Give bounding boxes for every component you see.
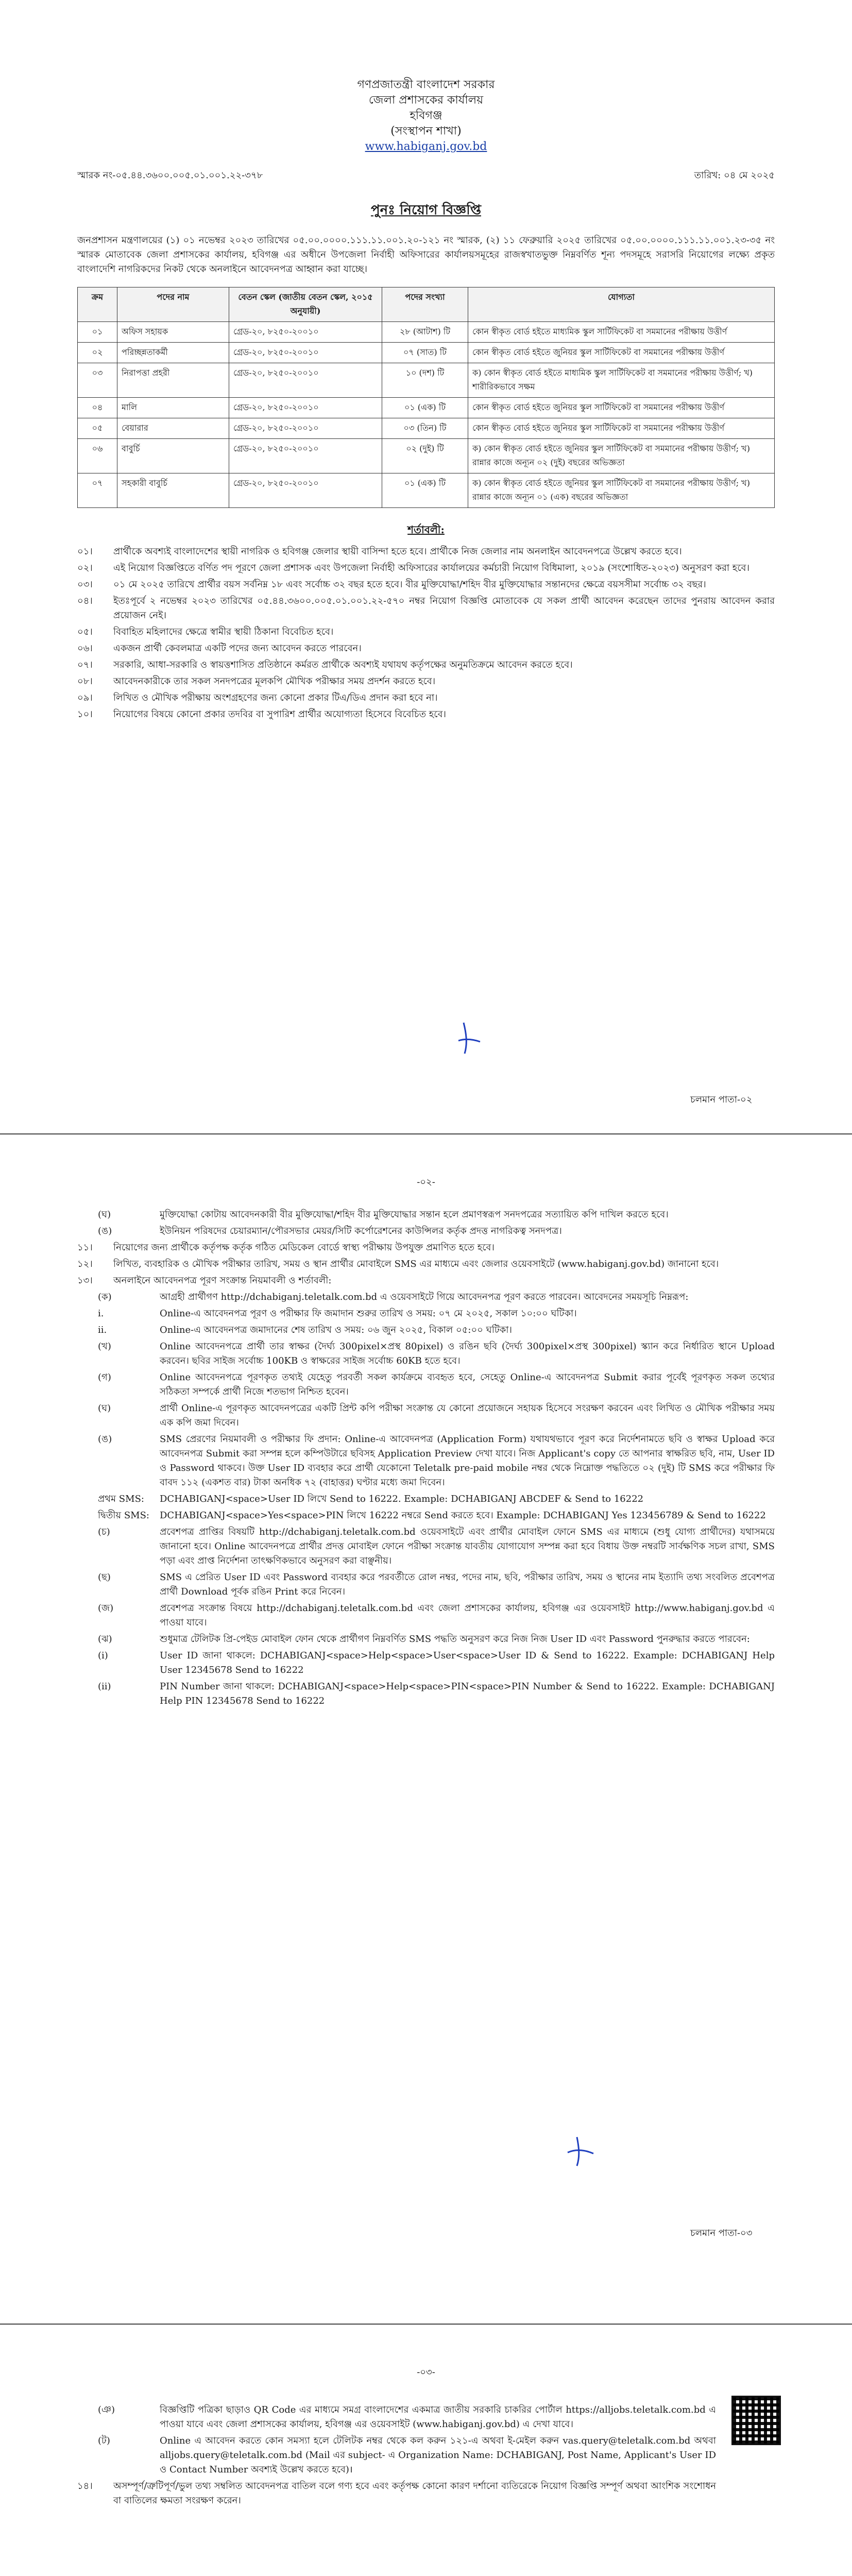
page-3 [0,2344,852,2576]
instruction-item-number: দ্বিতীয় SMS: [98,1510,149,1521]
instruction-item-number: (ii) [98,1681,111,1692]
instruction-item-number: ১২। [77,1259,93,1269]
cell-qualification: কোন স্বীকৃত বোর্ড হইতে জুনিয়র স্কুল সার্টিফিকেট বা সমমানের পরীক্ষায় উত্তীর্ণ [468,343,775,363]
instruction-item-text: User ID জানা থাকলে: DCHABIGANJ<space>Help<space>User<space>User ID & Send to 16222. Example: DCHABIGANJ Help User 12345678 Send to 16222 [160,1650,775,1675]
instruction-item-number: (ক) [98,1292,112,1302]
instruction-item [77,1340,775,1368]
instruction-item-number: (ঙ) [98,1434,112,1445]
header-count: পদের সংখ্যা [382,287,468,322]
cell-serial: ০৩ [78,363,117,398]
condition-item [77,578,775,592]
cell-post: পরিচ্ছন্নতাকর্মী [117,343,229,363]
condition-item-text: আবেদনকারীকে তার সকল সনদপত্রের মূলকপি মৌখিক পরীক্ষার সময় প্রদর্শন করতে হবে। [113,676,436,687]
condition-item-text: একজন প্রার্থী কেবলমাত্র একটি পদের জন্য আবেদন করতে পারবেন। [113,643,362,654]
instruction-item-number: (ছ) [98,1572,111,1583]
condition-item-text: এই নিয়োগ বিজ্ঞপ্তিতে বর্ণিত পদ পূরণে জেলা প্রশাসক এবং উপজেলা নির্বাহী অফিসারের কার্যালয়ের কর্মচারী নিয়োগ বিধিমালা, ২০১৯ (সংশোধিত-২০২৩) অনুসরণ করা হবে। [113,563,749,573]
instruction-item [77,1680,775,1708]
instruction-item-text: DCHABIGANJ<space>User ID লিখে Send to 16222. Example: DCHABIGANJ ABCDEF & Send to 16222 [160,1494,644,1504]
condition-item-number: ০৮। [77,676,93,687]
cell-post: সহকারী বাবুর্চি [117,473,229,508]
instruction-item-text: Online আবেদনপত্রে প্রার্থী তার স্বাক্ষর (দৈর্ঘ্য 300pixel×প্রস্থ 80pixel) ও রঙিন ছবি (দৈর্ঘ্য 300pixel×প্রস্থ 300pixel) স্ক্যান করে নির্ধারিত স্থানে Upload করবেন। ছবির সাইজ সর্বোচ্চ 100KB ও স্বাক্ষরের সাইজ সর্বোচ্চ 60KB হতে হবে। [160,1341,775,1366]
cell-serial: ০১ [78,322,117,343]
instruction-item-number: ১৩। [77,1275,93,1286]
instruction-item [77,1649,775,1677]
cell-qualification: কোন স্বীকৃত বোর্ড হইতে জুনিয়র স্কুল সার্টিফিকেট বা সমমানের পরীক্ষায় উত্তীর্ণ [468,398,775,418]
condition-item-number: ০৭। [77,659,93,670]
page-separator-2 [0,2324,852,2325]
condition-item-text: ০১ মে ২০২৫ তারিখে প্রার্থীর বয়স সর্বনিম্ন ১৮ এবং সর্বোচ্চ ৩২ বছর হতে হবে। বীর মুক্তিযোদ্ধা/শহিদ বীর মুক্তিযোদ্ধার সন্তানদের ক্ষেত্রে বয়সসীমা সর্বোচ্চ ৩২ বছর। [113,579,706,590]
condition-item [77,691,775,705]
condition-item [77,545,775,559]
qr-code-icon [731,2396,781,2445]
instruction-item-text: লিখিত, ব্যবহারিক ও মৌখিক পরীক্ষার তারিখ, সময় ও স্থান প্রার্থীর মোবাইলে SMS এর মাধ্যমে এবং জেলার ওয়েবসাইটে (www.habiganj.gov.bd) জানানো হবে। [113,1259,719,1269]
cell-count: ০৭ (সাত) টি [382,343,468,363]
cell-serial: ০৪ [78,398,117,418]
page-2-number: চলমান পাতা-০৩ [690,2228,753,2239]
memo-row [77,168,775,184]
page-2-content [77,1206,775,1710]
instruction-item-text: প্রার্থী Online-এ পূরণকৃত আবেদনপত্রের একটি প্রিন্ট কপি পরীক্ষা সংক্রান্ত যে কোনো প্রয়োজনে সহায়ক হিসেবে সংরক্ষণ করবেন এবং লিখিত ও মৌখিক পরীক্ষার সময় এক কপি জমা দিবেন। [160,1403,775,1428]
condition-item-number: ০২। [77,563,93,573]
instruction-item [77,1224,775,1239]
cell-post: নিরাপত্তা প্রহরী [117,363,229,398]
table-row [78,439,775,473]
instruction-item-number: (খ) [98,1341,111,1352]
table-row [78,473,775,508]
posts-table [77,287,775,508]
cell-scale: গ্রেড-২০, ৮২৫০-২০০১০ [229,418,382,439]
letterhead [77,77,775,155]
instruction-item-text: Online আবেদনপত্রে পূরণকৃত তথ্যই যেহেতু পরবর্তী সকল কার্যক্রমে ব্যবহৃত হবে, সেহেতু Online-এ আবেদনপত্র Submit করার পূর্বেই পূরণকৃত সকল তথ্যের সঠিকতা সম্পর্কে প্রার্থী নিজে শতভাগ নিশ্চিত হবেন। [160,1372,775,1397]
page-2-top-number: -০২- [417,1177,435,1188]
condition-item-number: ০৪। [77,596,93,606]
website-link[interactable]: www.habiganj.gov.bd [365,140,487,153]
conditions-list [77,545,775,722]
cell-scale: গ্রেড-২০, ৮২৫০-২০০১০ [229,322,382,343]
instruction-item-number: (ট) [98,2435,110,2446]
instruction-item-text: Online-এ আবেদনপত্র জমাদানের শেষ তারিখ ও সময়: ০৬ জুন ২০২৫, বিকাল ০৫:০০ ঘটিকা। [160,1325,512,1335]
instruction-item-text: SMS এ প্রেরিত User ID এবং Password ব্যবহার করে পরবর্তীতে রোল নম্বর, পদের নাম, ছবি, পরীক্ষার তারিখ, সময় ও স্থানের নাম ইত্যাদি তথ্য সংবলিত প্রবেশপত্র প্রার্থী Download পূর্বক রঙিন Print করে নিবেন। [160,1572,775,1597]
conditions-title: শর্তাবলী: [407,523,445,536]
table-row [78,418,775,439]
cell-count: ২৮ (আটাশ) টি [382,322,468,343]
cell-count: ০১ (এক) টি [382,473,468,508]
instruction-item-text: মুক্তিযোদ্ধা কোটায় আবেদনকারী বীর মুক্তিযোদ্ধা/শহিদ বীর মুক্তিযোদ্ধার সন্তান হলে প্রমাণস্বরূপ সনদপত্রের সত্যায়িত কপি দাখিল করতে হবে। [160,1209,669,1220]
instruction-item [77,1509,775,1523]
cell-serial: ০২ [78,343,117,363]
instruction-item-text: PIN Number জানা থাকলে: DCHABIGANJ<space>Help<space>PIN<space>PIN Number & Send to 16222. Example: DCHABIGANJ Help PIN 12345678 Send to 16222 [160,1681,775,1706]
instruction-item-text: অনলাইনে আবেদনপত্র পূরণ সংক্রান্ত নিয়মাবলী ও শর্তাবলী: [113,1275,332,1286]
instruction-item [77,1323,775,1337]
condition-item-text: লিখিত ও মৌখিক পরীক্ষায় অংশগ্রহণের জন্য কোনো প্রকার টিএ/ডিএ প্রদান করা হবে না। [113,692,438,703]
cell-qualification: কোন স্বীকৃত বোর্ড হইতে জুনিয়র স্কুল সার্টিফিকেট বা সমমানের পরীক্ষায় উত্তীর্ণ [468,418,775,439]
cell-count: ০১ (এক) টি [382,398,468,418]
instruction-item [77,1492,775,1506]
instruction-item-text: প্রবেশপত্র সংক্রান্ত বিষয়ে http://dchabiganj.teletalk.com.bd এবং জেলা প্রশাসকের কার্যালয়, হবিগঞ্জ এর ওয়েবসাইট http://www.habiganj.gov.bd এ পাওয়া যাবে। [160,1603,775,1628]
page-2 [0,1154,852,2308]
signature-page-1 [453,1020,484,1058]
table-row [78,322,775,343]
instruction-item [77,1241,775,1255]
instruction-item-number: (ঙ) [98,1226,112,1236]
cell-post: অফিস সহায়ক [117,322,229,343]
instruction-item [77,1570,775,1599]
condition-item-text: ইতঃপূর্বে ২ নভেম্বর ২০২৩ তারিখের ০৫.৪৪.৩৬০০.০০৫.০১.০০১.২২-৫৭০ নম্বর নিয়োগ বিজ্ঞপ্তি মোতাবেক যে সকল প্রার্থী আবেদন করেছেন তাদের পুনরায় আবেদন করার প্রয়োজন নেই। [113,596,775,621]
condition-item [77,674,775,689]
instruction-item [77,2434,716,2477]
condition-item-number: ০৬। [77,643,93,654]
header-serial: ক্রম [78,287,117,322]
instruction-item-number: (ঞ) [98,2404,115,2415]
signature-page-2 [561,2133,598,2171]
header-post: পদের নাম [117,287,229,322]
cell-qualification: ক) কোন স্বীকৃত বোর্ড হইতে মাধ্যমিক স্কুল সার্টিফিকেট বা সমমানের পরীক্ষায় উত্তীর্ণ; খ) শারীরিকভাবে সক্ষম [468,363,775,398]
page-separator-1 [0,1133,852,1134]
cell-qualification: ক) কোন স্বীকৃত বোর্ড হইতে জুনিয়র স্কুল সার্টিফিকেট বা সমমানের পরীক্ষায় উত্তীর্ণ; খ) রান্নার কাজে অন্যূন ০২ (দুই) বছরের অভিজ্ঞতা [468,439,775,473]
cell-serial: ০৭ [78,473,117,508]
cell-serial: ০৬ [78,439,117,473]
instruction-item [77,1208,775,1222]
cell-scale: গ্রেড-২০, ৮২৫০-২০০১০ [229,473,382,508]
cell-scale: গ্রেড-২০, ৮২৫০-২০০১০ [229,363,382,398]
instruction-item [77,1274,775,1288]
cell-scale: গ্রেড-২০, ৮২৫০-২০০১০ [229,439,382,473]
instruction-item-number: (ঘ) [98,1403,111,1414]
condition-item [77,594,775,623]
condition-item [77,707,775,722]
header-qualification: যোগ্যতা [468,287,775,322]
cell-qualification: ক) কোন স্বীকৃত বোর্ড হইতে জুনিয়র স্কুল সার্টিফিকেট বা সমমানের পরীক্ষায় উত্তীর্ণ; খ) রান্নার কাজে অন্যূন ০১ (এক) বছরের অভিজ্ঞতা [468,473,775,508]
instruction-item [77,2479,716,2508]
notice-intro: জনপ্রশাসন মন্ত্রণালয়ের (১) ০১ নভেম্বর ২০২৩ তারিখের ০৫.০০.০০০০.১১১.১১.০০১.২০-১২১ নং স্মারক, (২) ১১ ফেব্রুয়ারি ২০২৫ তারিখের ০৫.০০.০০০০.১১১.১১.০০১.২৩-৩৫ নং স্মারক মোতাবেক জেলা প্রশাসকের কার্যালয়, হবিগঞ্জ এর অধীনে উপজেলা নির্বাহী অফিসারের কার্যালয়সমূহের রাজস্বখাতভুক্ত নিম্নবর্ণিত শূন্য পদসমূহে সরাসরি নিয়োগের লক্ষ্যে প্রকৃত বাংলাদেশি নাগরিকদের নিকট থেকে অনলাইনে আবেদনপত্র আহ্বান করা যাচ্ছে। [77,235,775,275]
page-1-number: চলমান পাতা-০২ [690,1094,753,1105]
table-row [78,398,775,418]
instruction-item [77,1432,775,1490]
condition-item-number: ০৩। [77,579,93,590]
instruction-item-number: (ঝ) [98,1634,112,1645]
instruction-item-text: অসম্পূর্ণ/ত্রুটিপূর্ণ/ভুল তথ্য সম্বলিত আবেদনপত্র বাতিল বলে গণ্য হবে এবং কর্তৃপক্ষ কোনো কারণ দর্শানো ব্যতিরেকে নিয়োগ বিজ্ঞপ্তি সম্পূর্ণ অথবা আংশিক সংশোধন বা বাতিলের ক্ষমতা সংরক্ষণ করেন। [113,2481,716,2506]
instruction-item-number: (i) [98,1650,108,1661]
page-1-content [77,77,775,724]
cell-count: ০২ (দুই) টি [382,439,468,473]
instruction-item-text: বিজ্ঞপ্তিটি পত্রিকা ছাড়াও QR Code এর মাধ্যমে সমগ্র বাংলাদেশের একমাত্র জাতীয় সরকারি চাকরির পোর্টাল https://alljobs.teletalk.com.bd এ পাওয়া যাবে এবং জেলা প্রশাসকের কার্যালয়, হবিগঞ্জ এর ওয়েবসাইট (www.habiganj.gov.bd) এ দেখা যাবে। [160,2404,716,2430]
cell-post: মালি [117,398,229,418]
office-name: জেলা প্রশাসকের কার্যালয় [368,94,484,107]
table-header-row [78,287,775,322]
cell-serial: ০৫ [78,418,117,439]
condition-item-text: সরকারি, আধা-সরকারি ও স্বায়ত্তশাসিত প্রতিষ্ঠানে কর্মরত প্রার্থীকে অবশ্যই যথাযথ কর্তৃপক্ষের অনুমতিক্রমে আবেদন করতে হবে। [113,659,573,670]
instruction-item [77,1525,775,1568]
instruction-item-text: DCHABIGANJ<space>Yes<space>PIN লিখে 16222 নম্বরে Send করতে হবে। Example: DCHABIGANJ Yes 123456789 & Send to 16222 [160,1510,766,1521]
cell-scale: গ্রেড-২০, ৮২৫০-২০০১০ [229,343,382,363]
instruction-item [77,1307,775,1321]
condition-item-number: ১০। [77,709,93,720]
condition-item-number: ০৫। [77,626,93,637]
instruction-item-text: আগ্রহী প্রার্থীগণ http://dchabiganj.teletalk.com.bd এ ওয়েবসাইটে গিয়ে আবেদনপত্র পূরণ করতে পারবেন। আবেদনের সময়সূচি নিম্নরূপ: [160,1292,689,1302]
instruction-item-number: (ঘ) [98,1209,111,1220]
instruction-item [77,1290,775,1304]
instruction-item [77,1632,775,1647]
cell-scale: গ্রেড-২০, ৮২৫০-২০০১০ [229,398,382,418]
instruction-item [77,1401,775,1430]
cell-qualification: কোন স্বীকৃত বোর্ড হইতে মাধ্যমিক স্কুল সার্টিফিকেট বা সমমানের পরীক্ষায় উত্তীর্ণ [468,322,775,343]
condition-item [77,641,775,656]
condition-item-text: বিবাহিত মহিলাদের ক্ষেত্রে স্বামীর স্থায়ী ঠিকানা বিবেচিত হবে। [113,626,334,637]
instruction-item-number: (চ) [98,1527,110,1537]
cell-post: বাবুর্চি [117,439,229,473]
district-name: হবিগঞ্জ [410,109,442,122]
instruction-item-number: ১১। [77,1242,93,1253]
condition-item-text: নিয়োগের বিষয়ে কোনো প্রকার তদবির বা সুপারিশ প্রার্থীর অযোগ্যতা হিসেবে বিবেচিত হবে। [113,709,446,720]
instruction-item-text: প্রবেশপত্র প্রাপ্তির বিষয়টি http://dchabiganj.teletalk.com.bd ওয়েবসাইটে এবং প্রার্থীর মোবাইল ফোনে SMS এর মাধ্যমে (শুধু যোগ্য প্রার্থীদের) যথাসময়ে জানানো হবে। Online আবেদনপত্রে প্রার্থীর প্রদত্ত মোবাইল ফোনে পরীক্ষা সংক্রান্ত যাবতীয় যোগাযোগ সম্পন্ন করা হবে বিধায় উক্ত নম্বরটি সার্বক্ষণিক সচল রাখা, SMS পড়া এবং প্রাপ্ত নির্দেশনা তাৎক্ষণিকভাবে অনুসরণ করা বাঞ্ছনীয়। [160,1527,775,1566]
condition-item-number: ০১। [77,546,93,557]
instruction-item [77,1257,775,1272]
cell-post: বেয়ারার [117,418,229,439]
page-1 [0,0,852,1118]
instruction-item-text: ইউনিয়ন পরিষদের চেয়ারম্যান/পৌরসভার মেয়র/সিটি কর্পোরেশনের কাউন্সিলর কর্তৃক প্রদত্ত নাগরিকত্ব সনদপত্র। [160,1226,562,1236]
table-row [78,363,775,398]
condition-item [77,561,775,575]
header-scale: বেতন স্কেল (জাতীয় বেতন স্কেল, ২০১৫ অনুযায়ী) [229,287,382,322]
instruction-item-text: নিয়োগের জন্য প্রার্থীকে কর্তৃপক্ষ কর্তৃক গঠিত মেডিকেল বোর্ডে স্বাস্থ্য পরীক্ষায় উপযুক্ত প্রমাণিত হতে হবে। [113,1242,495,1253]
condition-item [77,625,775,639]
instruction-item-number: প্রথম SMS: [98,1494,144,1504]
page-3-top-number: -০৩- [417,2367,435,2378]
instruction-item [77,1601,775,1630]
instruction-item-number: ii. [98,1325,107,1335]
instruction-item-number: (গ) [98,1372,111,1383]
memo-date: তারিখ: ০৪ মে ২০২৫ [694,170,775,181]
cell-count: ১০ (দশ) টি [382,363,468,398]
instruction-item-number: ১৪। [77,2481,93,2492]
instruction-item-text: SMS প্রেরণের নিয়মাবলী ও পরীক্ষার ফি প্রদান: Online-এ আবেদনপত্র (Application Form) যথাযথভাবে পূরণ করে নির্দেশনামতে ছবি ও স্বাক্ষর Upload করে আবেদনপত্র Submit করা সম্পন্ন হলে কম্পিউটারে ছবিসহ Application Preview দেখা যাবে। নিজ Applicant's copy তে আপনার স্বাক্ষরিত ছবি, নাম, User ID ও Password থাকবে। উক্ত User ID ব্যবহার করে প্রার্থী যেকোনো Teletalk pre-paid mobile নম্বর থেকে নিম্নোক্ত পদ্ধতিতে ০২ (দুই) টি SMS করে পরীক্ষার ফি বাবদ ১১২ (একশত বার) টাকা অনধিক ৭২ (বাহাত্তর) ঘণ্টার মধ্যে জমা দিবেন। [160,1434,775,1488]
page-3-content [77,2401,716,2510]
govt-name: গণপ্রজাতন্ত্রী বাংলাদেশ সরকার [357,78,495,91]
condition-item [77,658,775,672]
instruction-item-number: i. [98,1308,104,1319]
page-3-list [77,2403,716,2508]
cell-count: ০৩ (তিন) টি [382,418,468,439]
branch-name: (সংস্থাপন শাখা) [390,125,462,138]
table-row [78,343,775,363]
instruction-item-text: Online এ আবেদন করতে কোন সমস্যা হলে টেলিটক নম্বর থেকে কল করুন ১২১-এ অথবা ই-মেইল করুন vas.query@teletalk.com.bd অথবা alljobs.query@teletalk.com.bd (Mail এর subject- এ Organization Name: DCHABIGANJ, Post Name, Applicant's User ID ও Contact Number অবশ্যই উল্লেখ করতে হবে)। [160,2435,716,2475]
page-2-list [77,1208,775,1708]
notice-title: পুনঃ নিয়োগ বিজ্ঞপ্তি [370,202,482,218]
condition-item-text: প্রার্থীকে অবশ্যই বাংলাদেশের স্থায়ী নাগরিক ও হবিগঞ্জ জেলার স্থায়ী বাসিন্দা হতে হবে। প্রার্থীকে নিজ জেলার নাম অনলাইন আবেদনপত্রে উল্লেখ করতে হবে। [113,546,682,557]
condition-item-number: ০৯। [77,692,93,703]
instruction-item-text: শুধুমাত্র টেলিটক প্রি-পেইড মোবাইল ফোন থেকে প্রার্থীগণ নিম্নবর্ণিত SMS পদ্ধতি অনুসরণ করে নিজ নিজ User ID এবং Password পুনরুদ্ধার করতে পারবেন: [160,1634,750,1645]
instruction-item [77,1370,775,1399]
instruction-item-number: (জ) [98,1603,114,1614]
memo-number: স্মারক নং-০৫.৪৪.৩৬০০.০০৫.০১.০০১.২২-৩৭৮ [77,170,263,181]
instruction-item-text: Online-এ আবেদনপত্র পূরণ ও পরীক্ষার ফি জমাদান শুরুর তারিখ ও সময়: ০৭ মে ২০২৫, সকাল ১০:০০ ঘটিকা। [160,1308,577,1319]
instruction-item [77,2403,716,2432]
